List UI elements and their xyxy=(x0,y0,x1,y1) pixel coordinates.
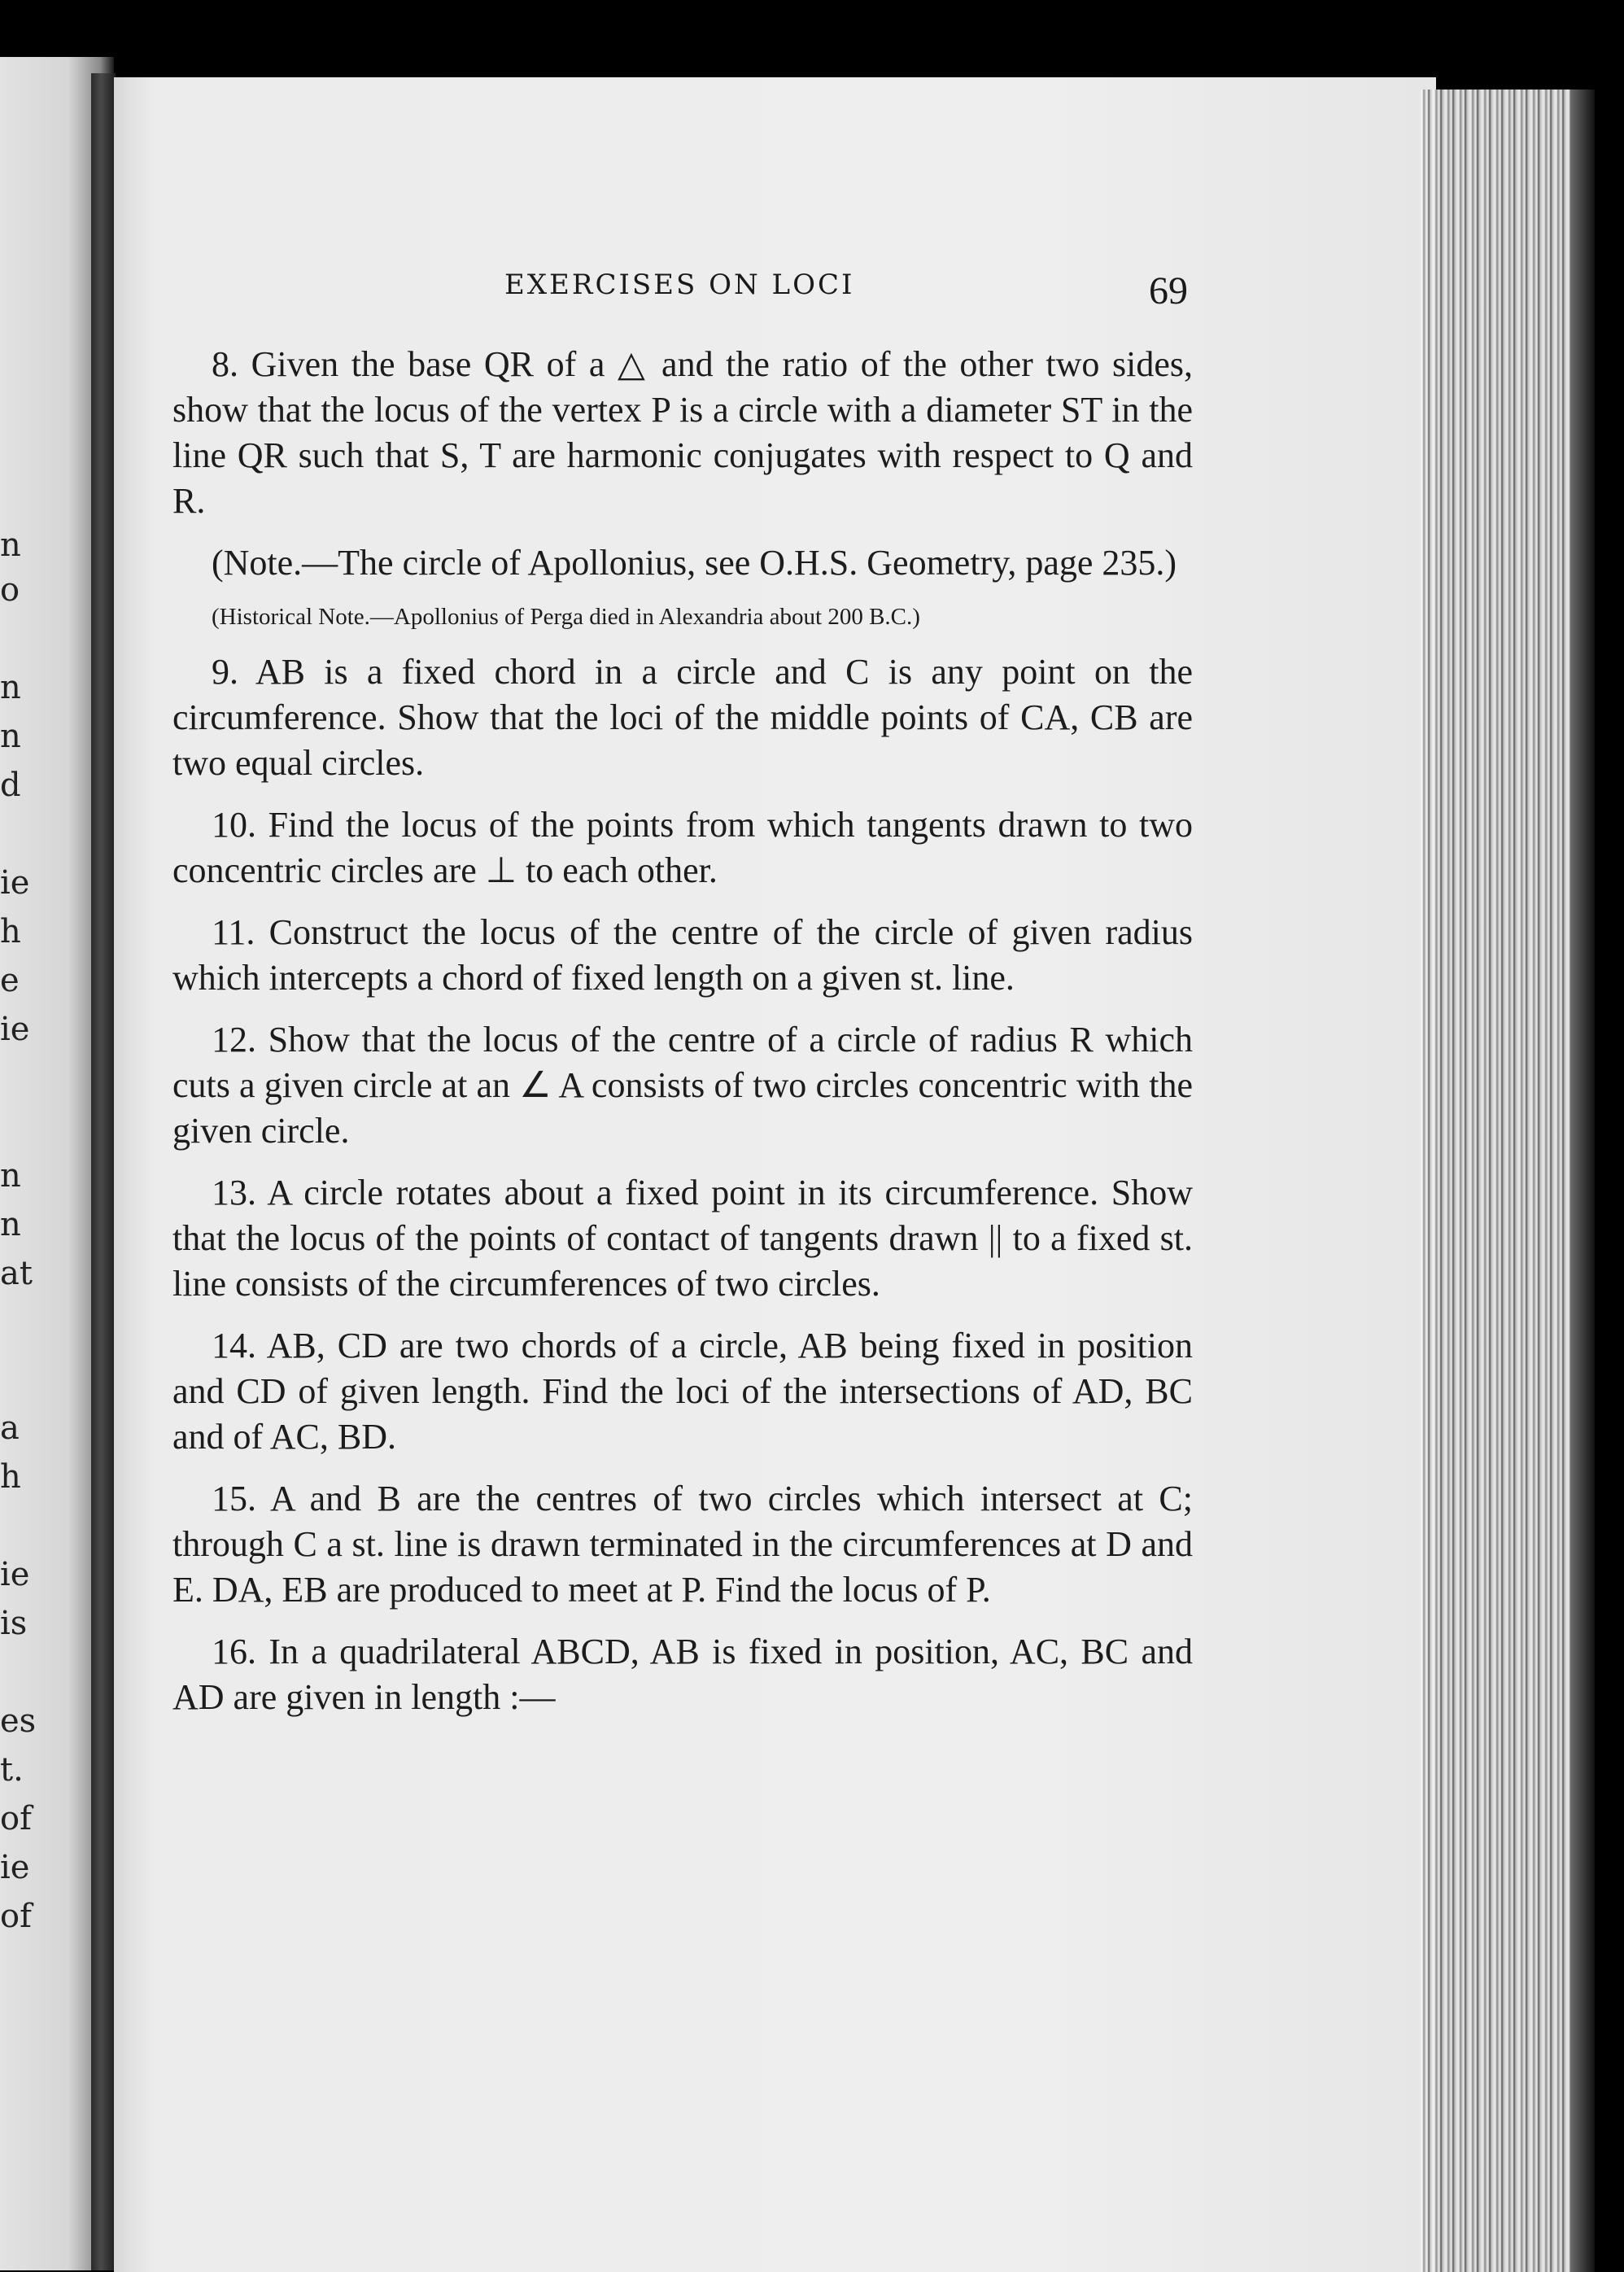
left-page-fragment: ie xyxy=(0,864,30,902)
left-page-fragment: h xyxy=(0,1458,21,1496)
left-page-fragment: n xyxy=(0,1206,21,1243)
left-page-fragment: a xyxy=(0,1409,20,1447)
left-page-fragment: n xyxy=(0,718,21,755)
exercise-10: 10. Find the locus of the points from which tangents drawn to two concentric circles are ⊥ to each other. xyxy=(172,805,1193,890)
left-page-fragment: d xyxy=(0,767,21,804)
exercise-12: 12. Show that the locus of the centre of a circle of radius R which cuts a given circle at an ∠ A consists of two circles concentric with the given circle. xyxy=(172,1020,1193,1151)
page-stack-edge xyxy=(1420,90,1574,2272)
book-spine-gutter xyxy=(91,73,116,2270)
running-head: EXERCISES ON LOCI xyxy=(504,269,855,301)
exercise-11: 11. Construct the locus of the centre of the circle of given radius which intercepts a chord of fixed length on a given st. line. xyxy=(172,912,1193,998)
left-page-fragment: t. xyxy=(0,1751,24,1789)
left-page-fragment: e xyxy=(0,962,20,999)
left-page-fragment: n xyxy=(0,1157,21,1195)
left-page-fragment: at xyxy=(0,1255,33,1292)
left-page-fragment: of xyxy=(0,1898,32,1935)
left-page-fragment: es xyxy=(0,1702,37,1740)
page-edge-shadow xyxy=(1570,90,1595,2272)
exercise-14: 14. AB, CD are two chords of a circle, AB being fixed in position and CD of given length. Find the loci of the intersections of AD, BC and of AC, BD. xyxy=(172,1326,1193,1457)
note-apollonius: (Note.—The circle of Apollonius, see O.H.S. Geometry, page 235.) xyxy=(212,543,1177,583)
left-page-fragment: h xyxy=(0,913,21,950)
historical-note: (Historical Note.—Apollonius of Perga died in Alexandria about 200 B.C.) xyxy=(212,604,920,630)
exercise-9: 9. AB is a fixed chord in a circle and C is any point on the circumference. Show that the loci of the middle points of CA, CB are two equal circles. xyxy=(172,652,1193,783)
left-page-fragment: o xyxy=(0,571,20,609)
exercise-15: 15. A and B are the centres of two circles which intersect at C; through C a st. line is drawn terminated in the circumferences at D and E. DA, EB are produced to meet at P. Find the locus of P. xyxy=(172,1479,1193,1610)
exercise-13: 13. A circle rotates about a fixed point in its circumference. Show that the locus of the points of contact of tangents drawn || to a fixed st. line consists of the circumferences of two circles. xyxy=(172,1173,1193,1304)
exercise-16: 16. In a quadrilateral ABCD, AB is fixed in position, AC, BC and AD are given in length :— xyxy=(172,1632,1193,1717)
exercise-8: 8. Given the base QR of a △ and the ratio of the other two sides, show that the locus of the vertex P is a circle with a diameter ST in the line QR such that S, T are harmonic conjugates with respect to Q and R. xyxy=(172,344,1193,521)
exercise-text-block xyxy=(172,342,1193,1737)
left-page-fragment: n xyxy=(0,526,21,564)
left-page-fragment: ie xyxy=(0,1556,30,1593)
left-page-fragment: n xyxy=(0,669,21,706)
left-page-fragment: is xyxy=(0,1605,28,1642)
left-page-fragment: of xyxy=(0,1800,32,1837)
left-page-fragment: ie xyxy=(0,1011,30,1048)
left-page-fragment: ie xyxy=(0,1849,30,1886)
page-number: 69 xyxy=(1149,269,1188,312)
